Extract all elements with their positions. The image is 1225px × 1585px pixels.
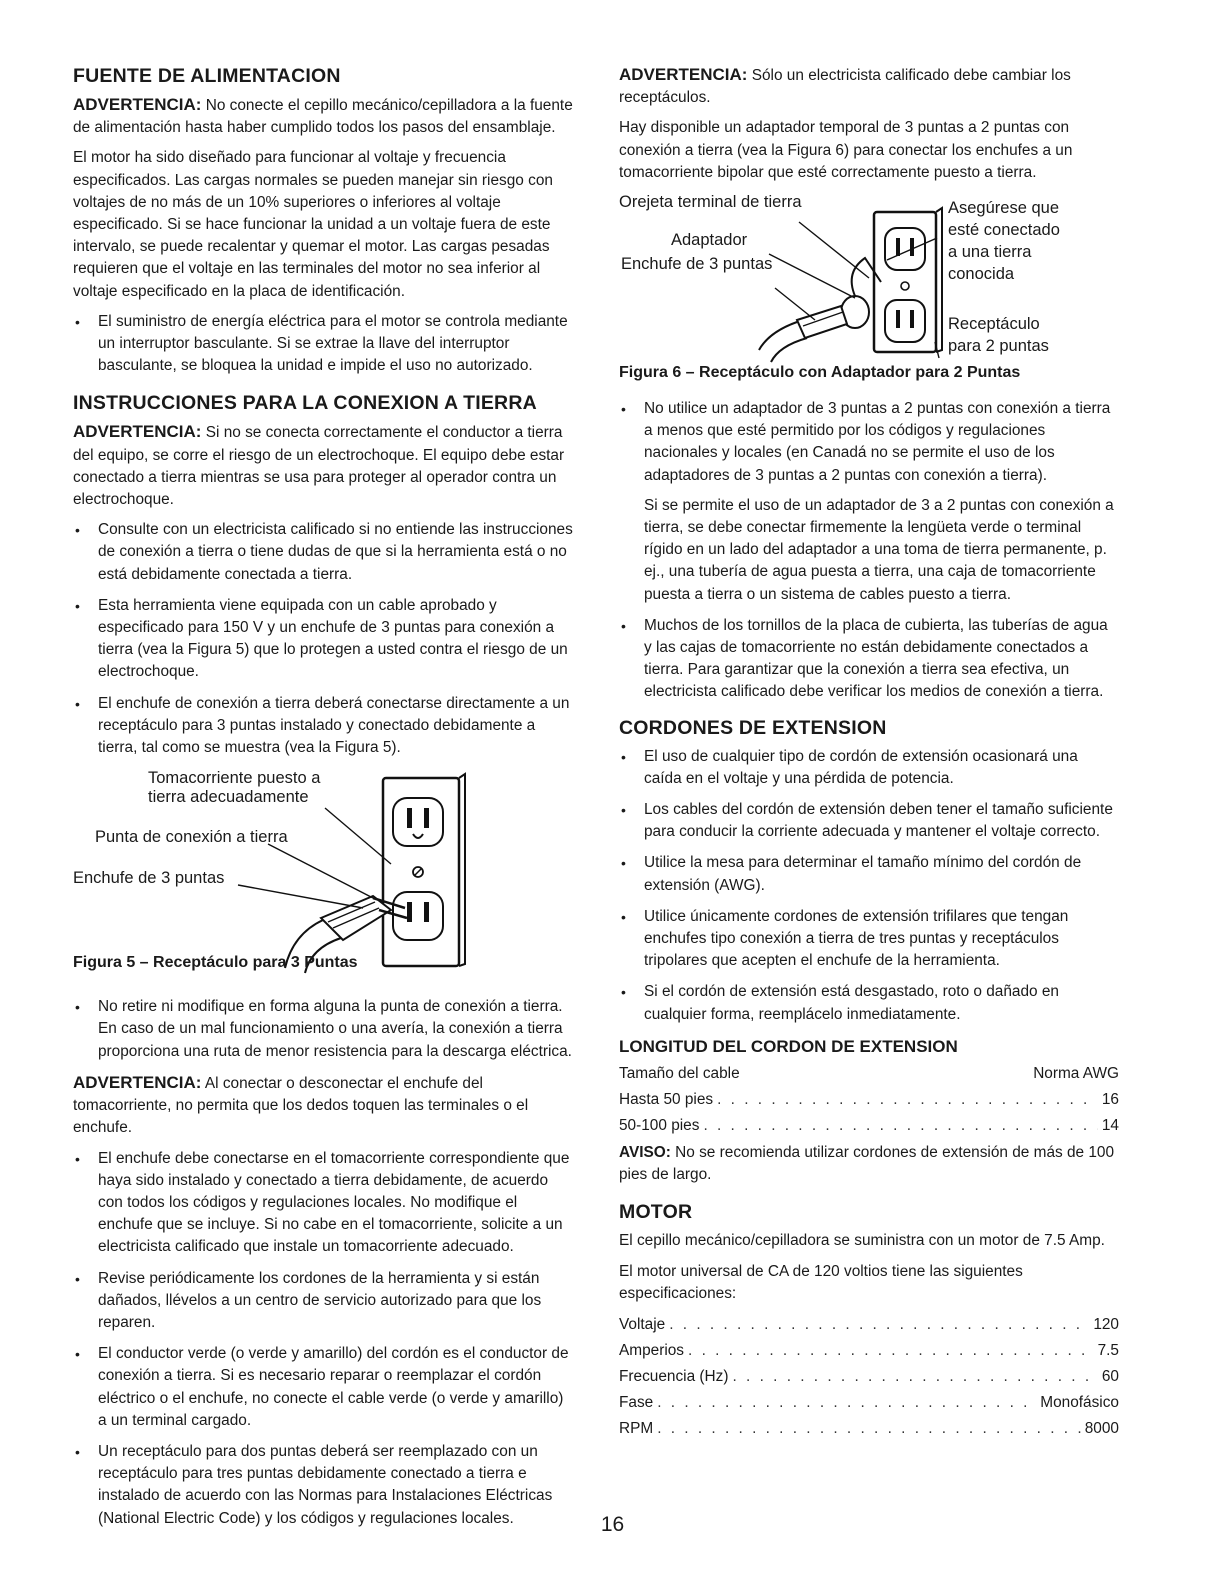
figure-label: Orejeta terminal de tierra bbox=[619, 193, 802, 212]
notice-label: AVISO: bbox=[619, 1143, 671, 1161]
section-title-grounding: INSTRUCCIONES PARA LA CONEXION A TIERRA bbox=[73, 392, 537, 415]
list-item-subparagraph: Si se permite el uso de un adaptador de 3 a 2 puntas con conexión a tierra, se debe conectar firmemente la lengüeta verde o terminal rígido en un lado del adaptador a una toma de tierra permanente, p. ej., una tubería de agua puesta a tierra, una caja de tomacorriente puesta a tierra o un sistema de cables puesto a tierra. bbox=[644, 496, 1114, 603]
list-item-text: No utilice un adaptador de 3 puntas a 2 puntas con conexión a tierra a menos que esté permitido por los códigos y regulaciones nacionales y locales (en Canadá no se permite el uso de los adaptadores de 3 puntas a 2 puntas con conexión a tierra). bbox=[644, 400, 1111, 484]
paragraph: El motor ha sido diseñado para funcionar al voltaje y frecuencia especificados. Las cargas normales se pueden manejar sin riesgo con voltajes de no más de un 10% superiores o inferiores al voltaje especificado. Si se hace funcionar la unidad a un voltaje fuera de este intervalo, se puede recalentar y quemar el motor. Las cargas pesadas requieren que el voltaje en las terminales del motor no sea inferior al voltaje especificado en la placa de identificación. bbox=[73, 149, 553, 300]
section-title-cord-length: LONGITUD DEL CORDON DE EXTENSION bbox=[619, 1036, 958, 1056]
spec-label: Frecuencia (Hz) bbox=[619, 1367, 729, 1385]
spec-label: Amperios bbox=[619, 1341, 685, 1359]
spec-row bbox=[619, 1313, 1119, 1337]
figure-label: Adaptador bbox=[671, 231, 748, 250]
dot-leader bbox=[657, 1391, 1036, 1415]
spec-row bbox=[619, 1391, 1119, 1415]
warning-paragraph bbox=[73, 94, 573, 139]
figure-label: a una tierra bbox=[948, 243, 1032, 262]
bullet-list bbox=[619, 398, 1119, 704]
list-item bbox=[619, 398, 1119, 606]
spec-row bbox=[619, 1365, 1119, 1389]
table-cell-label: 50-100 pies bbox=[619, 1116, 700, 1134]
table-header-cell: Norma AWG bbox=[1033, 1064, 1119, 1082]
warning-label: ADVERTENCIA: bbox=[73, 422, 202, 442]
section-title-extension-cords: CORDONES DE EXTENSION bbox=[619, 716, 887, 739]
figure-5 bbox=[73, 768, 573, 978]
spec-value: 7.5 bbox=[1097, 1341, 1119, 1359]
warning-paragraph bbox=[73, 1072, 573, 1140]
table-cell-label: Hasta 50 pies bbox=[619, 1090, 714, 1108]
dot-leader bbox=[732, 1365, 1097, 1389]
bullet-list bbox=[73, 519, 573, 759]
dot-leader bbox=[669, 1313, 1089, 1337]
list-item: • Los cables del cordón de extensión deben tener el tamaño suficiente para conducir la corriente adecuada y mantener el voltaje correcto. bbox=[619, 799, 1119, 843]
figure-label: Receptáculo bbox=[948, 315, 1040, 334]
table-header bbox=[619, 1062, 1119, 1086]
warning-label: ADVERTENCIA: bbox=[73, 95, 202, 114]
notice-text: No se recomienda utilizar cordones de extensión de más de 100 pies de largo. bbox=[619, 1143, 1115, 1184]
warning-text: Si no se conecta correctamente el conductor a tierra del equipo, se corre el riesgo de un electrochoque. El equipo debe estar conectado a tierra mientras se usa para proteger al operador contra un electrochoque. bbox=[73, 424, 565, 509]
spec-value: Monofásico bbox=[1040, 1393, 1119, 1411]
table-cell-value: 16 bbox=[1101, 1090, 1119, 1108]
dot-leader bbox=[657, 1417, 1081, 1441]
figure-caption: Figura 6 – Receptáculo con Adaptador para 2 Puntas bbox=[619, 364, 1021, 382]
table-cell-value: 14 bbox=[1101, 1116, 1119, 1134]
list-item: • El suministro de energía eléctrica para el motor se controla mediante un interruptor basculante. Si se extrae la llave del interruptor basculante, se bloquea la unidad e impide el uso no autorizado. bbox=[73, 311, 573, 378]
figure-label: conocida bbox=[948, 265, 1015, 284]
section-title-power-source: FUENTE DE ALIMENTACION bbox=[73, 65, 341, 87]
figure-label: Enchufe de 3 puntas bbox=[73, 869, 225, 888]
figure-label: Punta de conexión a tierra bbox=[95, 828, 288, 847]
page-number: 16 bbox=[600, 1513, 625, 1536]
list-item: • El enchufe de conexión a tierra deberá conectarse directamente a un receptáculo para 3 puntas instalado y conectado debidamente a tierra, tal como se muestra (vea la Figura 5). bbox=[73, 693, 573, 760]
list-item: • Un receptáculo para dos puntas deberá ser reemplazado con un receptáculo para tres puntas debidamente conectado a tierra e instalado de acuerdo con las Normas para Instalaciones Eléctricas (National Electric Code) y los códigos y regulaciones locales. bbox=[73, 1441, 573, 1530]
warning-label: ADVERTENCIA: bbox=[73, 1072, 202, 1092]
dot-leader bbox=[703, 1114, 1097, 1138]
warning-text: Al conectar o desconectar el enchufe del tomacorriente, no permita que los dedos toquen las terminales o el enchufe. bbox=[73, 1074, 529, 1137]
figure-label: para 2 puntas bbox=[948, 337, 1049, 356]
table-row bbox=[619, 1114, 1119, 1138]
warning-paragraph bbox=[619, 64, 1119, 109]
figure-label: tierra adecuadamente bbox=[148, 788, 309, 807]
list-item: • El conductor verde (o verde y amarillo) del cordón es el conductor de conexión a tierra. Si es necesario reparar o reemplazar el cordón eléctrico o el enchufe, no conecte el cable verde (o verde y amarillo) a un terminal cargado. bbox=[73, 1343, 573, 1432]
list-item: • El enchufe debe conectarse en el tomacorriente correspondiente que haya sido instalado y conectado a tierra debidamente, de acuerdo con todos los códigos y regulaciones locales. No modifique el enchufe que se incluye. Si no cabe en el tomacorriente, solicite a un electricista calificado que instale un tomacorriente adecuado. bbox=[73, 1148, 573, 1259]
figure-label: esté conectado bbox=[948, 221, 1060, 240]
right-column bbox=[619, 64, 1119, 1443]
list-item: • El uso de cualquier tipo de cordón de extensión ocasionará una caída en el voltaje y una pérdida de potencia. bbox=[619, 746, 1119, 790]
bullet-list bbox=[73, 1148, 573, 1530]
table-row bbox=[619, 1088, 1119, 1112]
figure-caption: Figura 5 – Receptáculo para 3 Puntas bbox=[73, 954, 358, 972]
spec-value: 60 bbox=[1101, 1367, 1119, 1385]
warning-paragraph bbox=[73, 421, 573, 511]
list-item: • Si el cordón de extensión está desgastado, roto o dañado en cualquier forma, reemplácelo inmediatamente. bbox=[619, 981, 1119, 1025]
list-item: • Utilice únicamente cordones de extensión trifilares que tengan enchufes tipo conexión a tierra de tres puntas y receptáculos tripolares que acepten el enchufe de la herramienta. bbox=[619, 906, 1119, 973]
spec-row bbox=[619, 1417, 1119, 1441]
list-item: • Consulte con un electricista calificado si no entiende las instrucciones de conexión a tierra o tiene dudas de que si la herramienta está o no está debidamente conectada a tierra. bbox=[73, 519, 573, 586]
list-item: • No retire ni modifique en forma alguna la punta de conexión a tierra. En caso de un mal funcionamiento o una avería, la conexión a tierra proporciona una ruta de menor resistencia para la descarga eléctrica. bbox=[73, 996, 573, 1063]
list-item: • Muchos de los tornillos de la placa de cubierta, las tuberías de agua y las cajas de tomacorriente no están debidamente conectados a tierra. Para garantizar que la conexión a tierra sea efectiva, un electricista calificado debe verificar los medios de conexión a tierra. bbox=[619, 615, 1119, 704]
list-item: • Utilice la mesa para determinar el tamaño mínimo del cordón de extensión (AWG). bbox=[619, 852, 1119, 896]
list-item: • Esta herramienta viene equipada con un cable aprobado y especificado para 150 V y un enchufe de 3 puntas para conexión a tierra (vea la Figura 5) que lo protegen a usted contra el riesgo de un electrochoque. bbox=[73, 595, 573, 684]
warning-text: Sólo un electricista calificado debe cambiar los receptáculos. bbox=[619, 67, 1071, 107]
figure-label: Enchufe de 3 puntas bbox=[621, 255, 773, 274]
spec-label: RPM bbox=[619, 1419, 654, 1437]
spec-value: 120 bbox=[1093, 1315, 1119, 1333]
table-header-cell: Tamaño del cable bbox=[619, 1064, 740, 1082]
spec-row bbox=[619, 1339, 1119, 1363]
bullet-list bbox=[619, 746, 1119, 1026]
left-column bbox=[73, 64, 573, 1539]
figure-label: Asegúrese que bbox=[948, 199, 1059, 218]
paragraph: Hay disponible un adaptador temporal de 3 puntas a 2 puntas con conexión a tierra (vea la Figura 6) para conectar los enchufes a un tomacorriente bipolar que esté correctamente puesto a tierra. bbox=[619, 119, 1073, 181]
figure-6 bbox=[619, 192, 1119, 388]
figure-label: Tomacorriente puesto a bbox=[148, 769, 321, 788]
dot-leader bbox=[717, 1088, 1098, 1112]
warning-label: ADVERTENCIA: bbox=[619, 65, 748, 84]
spec-label: Fase bbox=[619, 1393, 654, 1411]
spec-value: 8000 bbox=[1084, 1419, 1119, 1437]
warning-text: No conecte el cepillo mecánico/cepilladora a la fuente de alimentación hasta haber cumplido todos los pasos del ensamblaje. bbox=[73, 97, 573, 137]
dot-leader bbox=[688, 1339, 1094, 1363]
paragraph: El cepillo mecánico/cepilladora se suministra con un motor de 7.5 Amp. bbox=[619, 1232, 1105, 1250]
list-item: • Revise periódicamente los cordones de la herramienta y si están dañados, llévelos a un centro de servicio autorizado para que los reparen. bbox=[73, 1268, 573, 1335]
notice-paragraph bbox=[619, 1142, 1119, 1186]
bullet-list bbox=[73, 311, 573, 378]
paragraph: El motor universal de CA de 120 voltios tiene las siguientes especificaciones: bbox=[619, 1262, 1023, 1302]
section-title-motor: MOTOR bbox=[619, 1201, 693, 1224]
spec-label: Voltaje bbox=[619, 1315, 666, 1333]
bullet-list bbox=[73, 996, 573, 1063]
